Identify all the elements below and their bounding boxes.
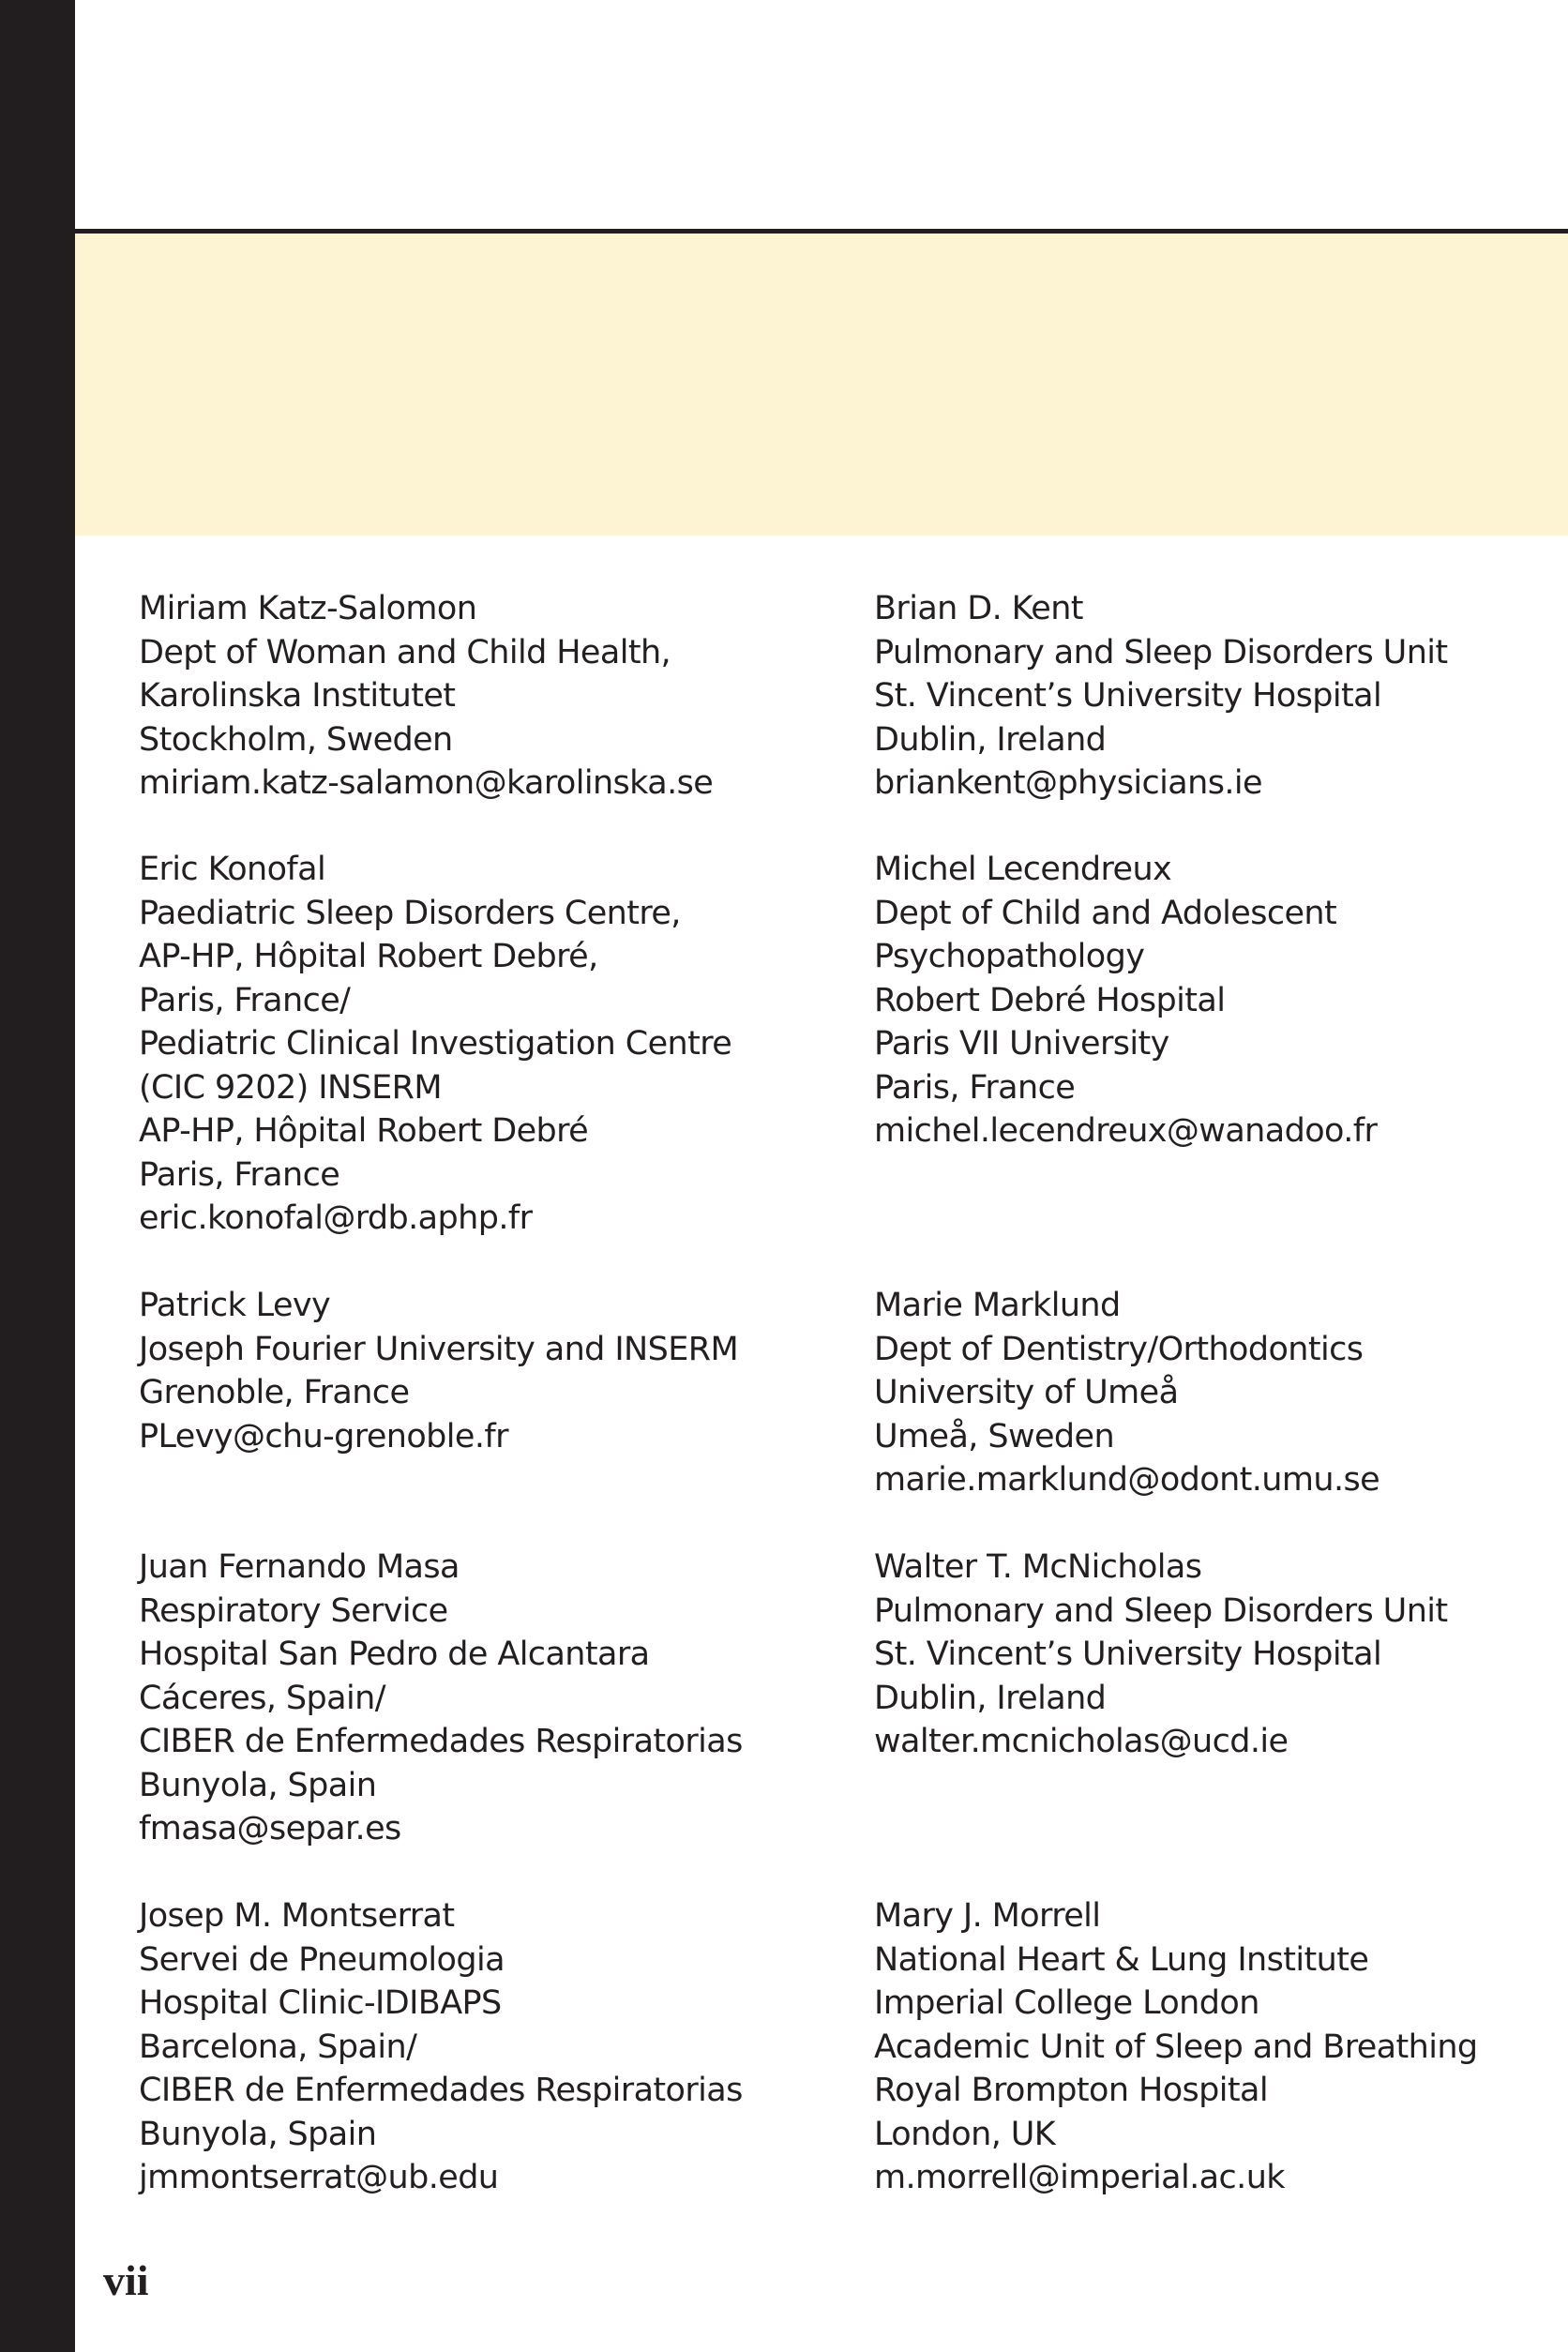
- contributor-affiliation-line: Joseph Fourier University and INSERM: [139, 1330, 739, 1368]
- contributor-affiliation-line: Cáceres, Spain/: [139, 1679, 385, 1717]
- contributor-affiliation-line: Paris VII University: [874, 1025, 1169, 1063]
- contributor-affiliation-line: Paris, France: [139, 1155, 340, 1194]
- contributor-email: michel.lecendreux@wanadoo.fr: [874, 1112, 1378, 1150]
- contributor-affiliation-line: University of Umeå: [874, 1374, 1179, 1411]
- contributor-affiliation-line: St. Vincent’s University Hospital: [874, 677, 1382, 715]
- contributor-entry: [139, 1545, 743, 1851]
- contributor-affiliation-line: Umeå, Sweden: [874, 1417, 1115, 1455]
- contributor-name: Walter T. McNicholas: [874, 1548, 1202, 1586]
- contributor-email: miriam.katz-salamon@karolinska.se: [139, 764, 714, 802]
- left-margin-band: [0, 0, 75, 2352]
- contributor-email: m.morrell@imperial.ac.uk: [874, 2159, 1285, 2196]
- contributor-affiliation-line: Barcelona, Spain/: [139, 2028, 417, 2066]
- contributor-affiliation-line: Pediatric Clinical Investigation Centre: [139, 1025, 732, 1063]
- contributor-affiliation-line: St. Vincent’s University Hospital: [874, 1636, 1382, 1673]
- contributor-affiliation-line: Dublin, Ireland: [874, 720, 1107, 759]
- contributor-affiliation-line: Royal Brompton Hospital: [874, 2072, 1268, 2109]
- contributor-affiliation-line: Pulmonary and Sleep Disorders Unit: [874, 1591, 1448, 1630]
- contributor-affiliation-line: Dublin, Ireland: [874, 1679, 1107, 1717]
- contributor-name: Josep M. Montserrat: [139, 1897, 455, 1935]
- contributor-affiliation-line: Dept of Woman and Child Health,: [139, 633, 671, 671]
- contributor-affiliation-line: London, UK: [874, 2115, 1056, 2153]
- contributor-entry: [139, 848, 731, 1241]
- contributor-name: Michel Lecendreux: [874, 851, 1172, 888]
- contributor-name: Brian D. Kent: [874, 590, 1083, 627]
- contributor-affiliation-line: Hospital San Pedro de Alcantara: [139, 1636, 650, 1673]
- contributor-name: Mary J. Morrell: [874, 1897, 1101, 1935]
- contributor-entry: [874, 1284, 1380, 1502]
- contributor-name: Miriam Katz-Salomon: [139, 590, 477, 627]
- contributor-affiliation-line: Karolinska Institutet: [139, 677, 456, 715]
- contributor-affiliation-line: Paris, France/: [139, 981, 351, 1019]
- contributor-affiliation-line: Grenoble, France: [139, 1374, 410, 1411]
- contributor-email: jmmontserrat@ub.edu: [139, 2159, 499, 2196]
- contributor-affiliation-line: Bunyola, Spain: [139, 1766, 377, 1804]
- contributor-affiliation-line: AP-HP, Hôpital Robert Debré,: [139, 938, 598, 975]
- contributor-affiliation-line: Paris, France: [874, 1068, 1076, 1107]
- contributor-affiliation-line: Bunyola, Spain: [139, 2115, 377, 2153]
- contributor-entry: [139, 1894, 743, 2200]
- contributor-entry: [874, 1545, 1448, 1764]
- contributor-affiliation-line: Dept of Dentistry/Orthodontics: [874, 1330, 1364, 1368]
- contributor-affiliation-line: Servei de Pneumologia: [139, 1940, 505, 1979]
- contributor-email: eric.konofal@rdb.aphp.fr: [139, 1199, 533, 1237]
- contributor-entry: [874, 848, 1377, 1153]
- contributor-entry: [874, 587, 1448, 806]
- contributor-affiliation-line: National Heart & Lung Institute: [874, 1940, 1369, 1979]
- contributor-affiliation-line: Dept of Child and Adolescent: [874, 894, 1337, 932]
- contributor-affiliation-line: Respiratory Service: [139, 1591, 448, 1630]
- contributor-affiliation-line: Pulmonary and Sleep Disorders Unit: [874, 633, 1448, 671]
- contributor-entry: [139, 587, 713, 806]
- page-number: vii: [103, 2256, 149, 2304]
- contributor-email: PLevy@chu-grenoble.fr: [139, 1417, 508, 1455]
- contributor-affiliation-line: Psychopathology: [874, 938, 1145, 975]
- contributor-affiliation-line: CIBER de Enfermedades Respiratorias: [139, 1723, 743, 1760]
- contributor-affiliation-line: Imperial College London: [874, 1984, 1259, 2022]
- contributor-affiliation-line: (CIC 9202) INSERM: [139, 1068, 442, 1107]
- contributor-email: walter.mcnicholas@ucd.ie: [874, 1723, 1289, 1760]
- contributor-name: Patrick Levy: [139, 1287, 331, 1324]
- contributor-name: Marie Marklund: [874, 1287, 1121, 1324]
- contributor-name: Eric Konofal: [139, 851, 326, 888]
- header-panel: [75, 234, 1568, 535]
- contributor-affiliation-line: Robert Debré Hospital: [874, 981, 1226, 1019]
- contributor-affiliation-line: AP-HP, Hôpital Robert Debré: [139, 1112, 589, 1150]
- contributor-email: fmasa@separ.es: [139, 1810, 401, 1847]
- contributor-affiliation-line: Academic Unit of Sleep and Breathing: [874, 2028, 1478, 2066]
- contributor-affiliation-line: Hospital Clinic-IDIBAPS: [139, 1984, 502, 2022]
- contributor-email: briankent@physicians.ie: [874, 764, 1262, 802]
- contributor-affiliation-line: Stockholm, Sweden: [139, 720, 453, 759]
- contributor-entry: [139, 1284, 738, 1458]
- contributor-entry: [874, 1894, 1478, 2200]
- contributor-affiliation-line: Paediatric Sleep Disorders Centre,: [139, 894, 681, 932]
- contributor-affiliation-line: CIBER de Enfermedades Respiratorias: [139, 2072, 743, 2109]
- contributor-email: marie.marklund@odont.umu.se: [874, 1461, 1380, 1499]
- contributor-name: Juan Fernando Masa: [139, 1548, 460, 1586]
